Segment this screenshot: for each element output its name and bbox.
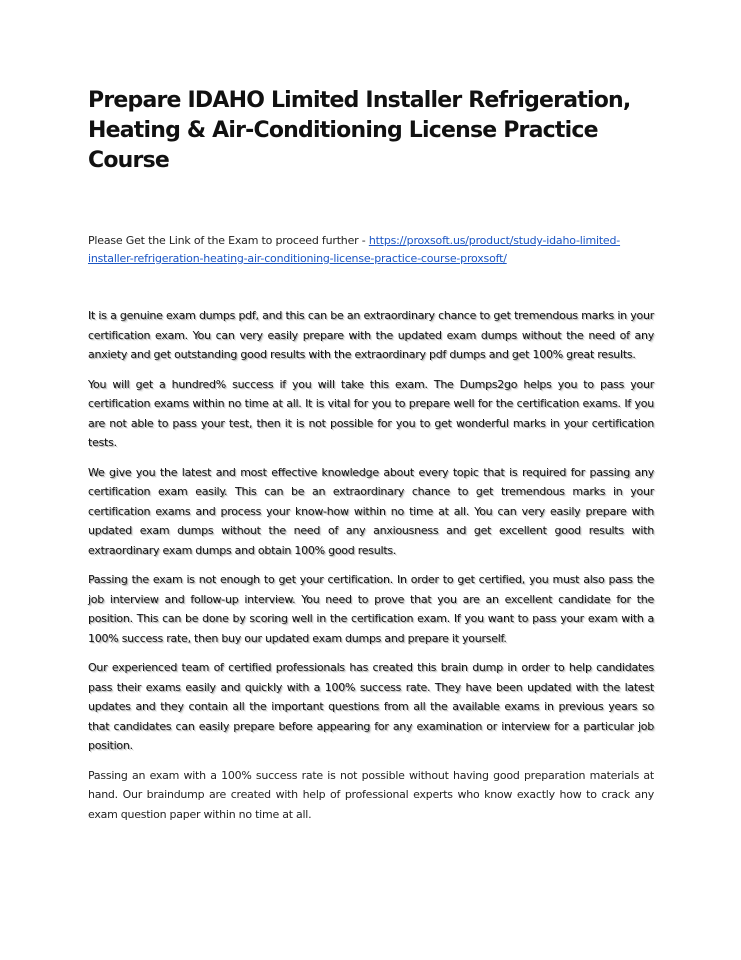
intro-paragraph: [88, 232, 654, 268]
document-page: [88, 86, 654, 834]
paragraph-4: Passing the exam is not enough to get your certification. In order to get certified, you must also pass the job interview and follow-up interview. You need to prove that you are an excellent candidate for the position. This can be done by scoring well in the certification exam. If you want to pass your exam with a 100% success rate, then buy our updated exam dumps and prepare it yourself.: [88, 573, 654, 645]
exam-link[interactable]: https://proxsoft.us/product/study-idaho-limited-installer-refrigeration-heating-air-conditioning-license-practice-course-proxsoft/: [88, 234, 621, 265]
paragraph-2: You will get a hundred% success if you will take this exam. The Dumps2go helps you to pass your certification exams within no time at all. It is vital for you to prepare well for the certification exams. If you are not able to pass your test, then it is not possible for you to get wonderful marks in your certification tests.: [88, 377, 654, 449]
paragraph-3: We give you the latest and most effective knowledge about every topic that is required for passing any certification exam easily. This can be an extraordinary chance to get tremendous marks in your certification exams and process your know-how within no time at all. You can very easily prepare with updated exam dumps without the need of any anxiousness and get excellent good results with extraordinary exam dumps and obtain 100% good results.: [88, 465, 654, 557]
paragraph-6: Passing an exam with a 100% success rate is not possible without having good preparation materials at hand. Our braindump are created with help of professional experts who know exactly how to crack any exam question paper within no time at all.: [88, 768, 654, 821]
title-line-2: Heating & Air-Conditioning License Practice Course: [88, 118, 598, 173]
document-title: [88, 86, 654, 176]
paragraph-1: It is a genuine exam dumps pdf, and this can be an extraordinary chance to get tremendous marks in your certification exam. You can very easily prepare with the updated exam dumps without the need of any anxiety and get outstanding good results with the extraordinary pdf dumps and get 100% great results.: [88, 309, 654, 361]
title-line-1: Prepare IDAHO Limited Installer Refrigeration,: [88, 88, 631, 113]
intro-text: Please Get the Link of the Exam to proceed further -: [88, 234, 369, 247]
paragraph-5: Our experienced team of certified professionals has created this brain dump in order to help candidates pass their exams easily and quickly with a 100% success rate. They have been updated with the latest updates and they contain all the important questions from all the available exams in previous years so that candidates can easily prepare before appearing for any examination or interview for a particular job position.: [88, 661, 654, 752]
body-copy: [88, 306, 654, 824]
